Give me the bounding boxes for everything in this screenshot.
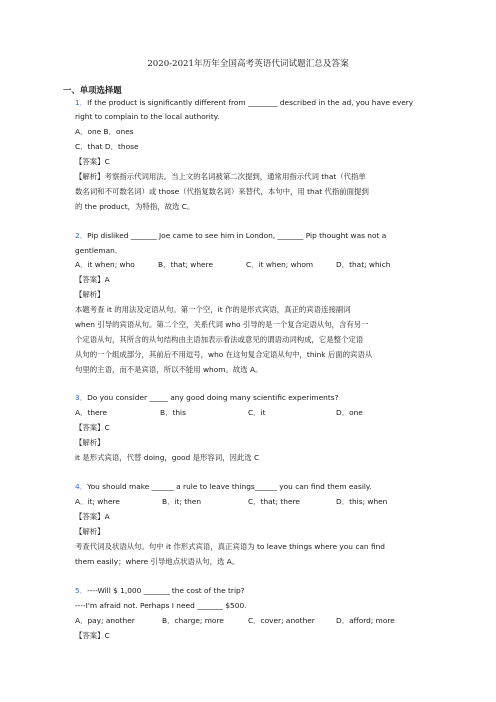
- question-5-stem: [75, 587, 245, 594]
- question-3-explanation: it 是形式宾语，代替 doing，good 是形容词，因此选 C: [75, 453, 260, 462]
- question-1-explanation: 【解析】考察指示代词用法。当上文的名词被第二次提到，通常用指示代词 that（代指单: [75, 172, 366, 181]
- question-4-explanation: them easily；where 引导地点状语从句，选 A。: [75, 557, 240, 566]
- question-4-stem: [75, 483, 372, 490]
- option-d: D．that; which: [336, 260, 391, 269]
- question-2-stem-cont: gentleman.: [75, 246, 118, 255]
- option-d: D．this; when: [336, 497, 388, 506]
- option-b: B．charge; more: [162, 616, 224, 625]
- question-text: If the product is significantly different from ________ described in the ad, you have every: [87, 98, 414, 107]
- option-d: D．afford; more: [336, 616, 395, 625]
- question-text: You should make ______ a rule to leave things______ you can find them easily.: [87, 482, 372, 491]
- question-5-answer: 【答案】C: [75, 631, 110, 640]
- question-2-explanation: 个定语从句，其所含的从句结构由主语加表示看法或意见的谓语动词构成，它是整个定语: [75, 335, 364, 344]
- question-number: 5．: [75, 586, 88, 595]
- question-2-explanation: 本题考查 it 的用法及定语从句。第一个空，it 作的是形式宾语，真正的宾语连接副词: [75, 305, 351, 314]
- option-a: A．it when; who: [75, 260, 135, 269]
- question-text: Do you consider _____ any good doing many scientific experiments?: [87, 393, 339, 402]
- option-a: A．it; where: [75, 497, 120, 506]
- question-2-stem: [75, 232, 386, 239]
- question-3-stem: [75, 394, 339, 401]
- option-c: C．that; there: [248, 497, 300, 506]
- option-a: A．pay; another: [75, 616, 135, 625]
- question-4-answer: 【答案】A: [75, 512, 110, 521]
- option-c: C．cover; another: [248, 616, 315, 625]
- option-b: B．it; then: [162, 497, 202, 506]
- question-2-explanation: when 引导的宾语从句。第二个空，关系代词 who 引导的是一个复合定语从句，含有另一: [75, 320, 369, 329]
- question-4-explanation: 考查代词及状语从句。句中 it 作形式宾语，真正宾语为 to leave things where you can find: [75, 542, 385, 551]
- question-1-stem: [75, 99, 413, 106]
- question-1-explanation: 数名词和不可数名词）或 those（代指复数名词）来替代，本句中，用 that 代指前面提到: [75, 187, 369, 196]
- option-a: A．there: [75, 408, 107, 417]
- question-2-explanation: 从句的一个组成部分，其前后不用逗号，who 在这句复合定语从句中，think 后面的宾语从: [75, 350, 373, 359]
- question-1-explanation: 的 the product，为特指，故选 C。: [75, 202, 195, 211]
- question-number: 2．: [75, 231, 88, 240]
- question-1-options-cd: C．that D．those: [75, 142, 139, 151]
- option-d: D．one: [336, 408, 363, 417]
- question-3-answer: 【答案】C: [75, 423, 110, 432]
- question-1-options-ab: A．one B．ones: [75, 127, 134, 136]
- option-b: B．that; where: [158, 260, 214, 269]
- option-c: C．it when; whom: [246, 260, 314, 269]
- question-1-stem-cont: right to complain to the local authority.: [75, 112, 220, 121]
- question-number: 3．: [75, 393, 88, 402]
- question-1-answer: 【答案】C: [75, 157, 110, 166]
- question-text: ----Will $ 1,000 _______ the cost of the trip?: [87, 586, 245, 595]
- question-2-explanation: 句里的主语，而不是宾语，所以不能用 whom。故选 A。: [75, 365, 263, 374]
- section-heading: 一、单项选择题: [63, 85, 122, 95]
- option-b: B．this: [160, 408, 186, 417]
- question-4-explanation-label: 【解析】: [75, 527, 105, 536]
- question-2-explanation-label: 【解析】: [75, 290, 105, 299]
- question-2-answer: 【答案】A: [75, 275, 110, 284]
- question-5-stem-cont: ----I'm afraid not. Perhaps I need _______ $500.: [75, 601, 247, 610]
- document-title: 2020-2021年历年全国高考英语代词试题汇总及答案: [147, 59, 349, 69]
- question-3-explanation-label: 【解析】: [75, 438, 105, 447]
- question-text: Pip disliked _______ Joe came to see him in London, _______ Pip thought was not a: [87, 231, 387, 240]
- option-c: C．it: [248, 408, 266, 417]
- question-number: 4．: [75, 482, 88, 491]
- question-number: 1．: [75, 98, 88, 107]
